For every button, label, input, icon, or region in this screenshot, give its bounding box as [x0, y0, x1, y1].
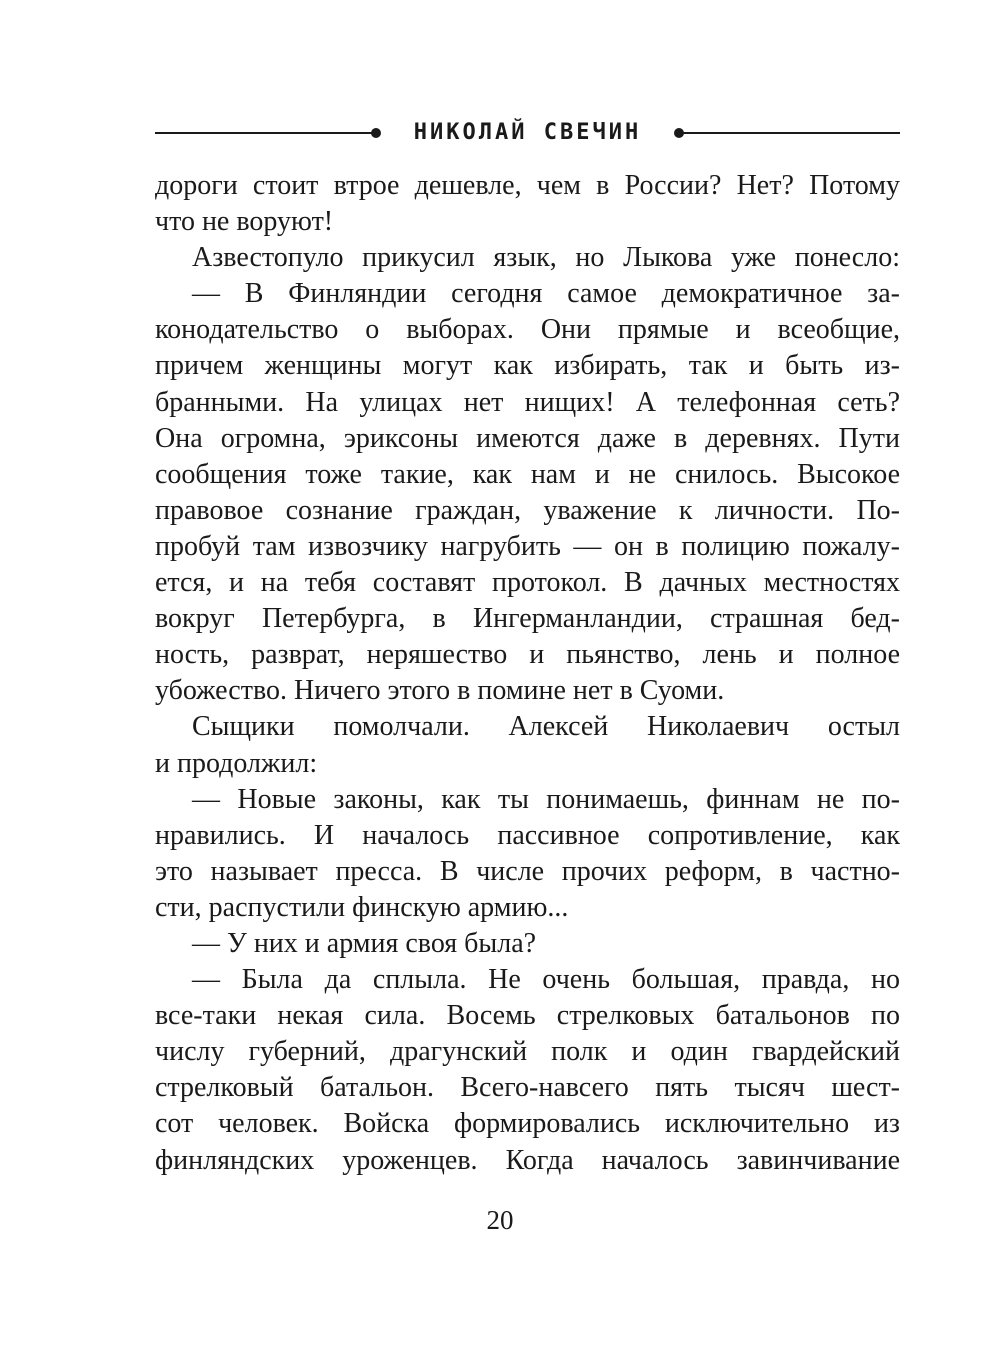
text-line: вокруг Петербурга, в Ингерманландии, страшная бед- — [155, 603, 900, 635]
text-line: все-таки некая сила. Восемь стрелковых батальонов по — [155, 1000, 900, 1032]
text-line: стрелковый батальон. Всего-навсего пять тысяч шест- — [155, 1072, 900, 1104]
text-line: Азвестопуло прикусил язык, но Лыкова уже понесло: — [192, 242, 900, 274]
text-line: — Была да сплыла. Не очень большая, правда, но — [192, 964, 900, 996]
text-line: числу губерний, драгунский полк и один гвардейский — [155, 1036, 900, 1068]
text-line: убожество. Ничего этого в помине нет в Суоми. — [155, 675, 725, 707]
text-line: нравились. И началось пассивное сопротивление, как — [155, 819, 900, 851]
text-line: причем женщины могут как избирать, так и быть из- — [155, 350, 900, 382]
text-line: Сыщики помолчали. Алексей Николаевич остыл — [192, 711, 900, 743]
text-line: что не воруют! — [155, 206, 334, 238]
text-line: и продолжил: — [155, 747, 318, 779]
text-line: ется, и на тебя составят протокол. В дачных местностях — [155, 567, 900, 599]
body-text — [155, 168, 900, 1179]
text-line: Она огромна, эриксоны имеются даже в деревнях. Пути — [155, 422, 900, 454]
header-rule-right — [682, 132, 900, 134]
text-line: — В Финляндии сегодня самое демократичное за- — [192, 278, 900, 310]
author-name: НИКОЛАЙ СВЕЧИН — [413, 120, 642, 145]
text-line: ность, разврат, неряшество и пьянство, лень и полное — [155, 639, 900, 671]
text-line: — У них и армия своя была? — [192, 927, 537, 959]
text-line: пробуй там извозчику нагрубить — он в полицию пожалу- — [155, 530, 900, 562]
text-line: правовое сознание граждан, уважение к личности. По- — [155, 494, 900, 526]
text-line: сообщения тоже такие, как нам и не снилось. Высокое — [155, 458, 900, 490]
text-line: конодательство о выборах. Они прямые и всеобщие, — [155, 314, 900, 346]
text-line: это называет пресса. В числе прочих реформ, в частно- — [155, 855, 900, 887]
text-line: бранными. На улицах нет нищих! А телефонная сеть? — [155, 386, 900, 418]
header-rule-left — [155, 132, 373, 134]
text-line: дороги стоит втрое дешевле, чем в России? Нет? Потому — [155, 170, 900, 201]
text-line: — Новые законы, как ты понимаешь, финнам не по- — [192, 783, 900, 815]
page-number: 20 — [486, 1205, 514, 1235]
running-header — [155, 118, 900, 148]
header-bullet-left — [371, 128, 381, 138]
text-line: сти, распустили финскую армию... — [155, 891, 569, 923]
text-line: сот человек. Войска формировались исключительно из — [155, 1108, 900, 1140]
text-line: финляндских уроженцев. Когда началось завинчивание — [155, 1144, 900, 1176]
